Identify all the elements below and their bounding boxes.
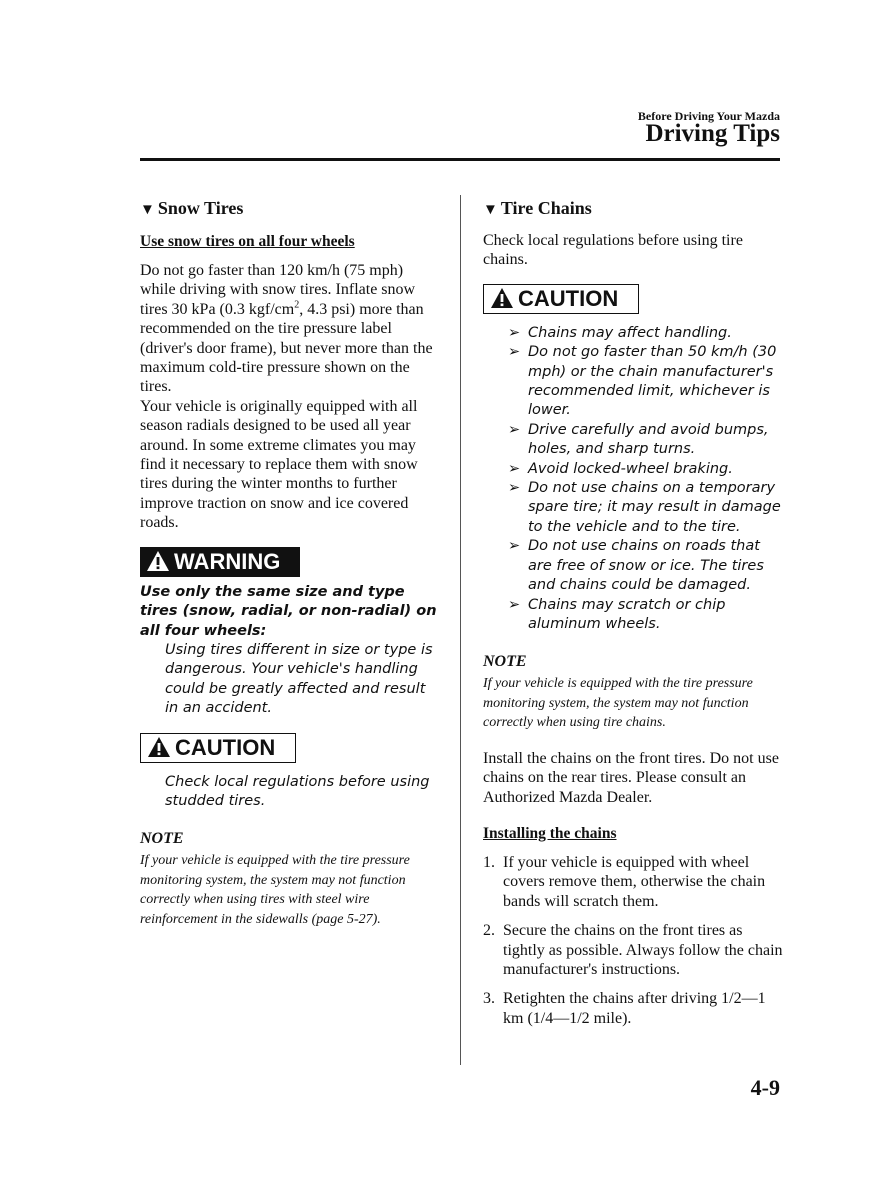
note-heading-right: NOTE [483,653,527,671]
step-text: If your vehicle is equipped with wheel covers remove them, otherwise the chain bands will scratch them. [503,854,766,910]
step-number: 2. [483,922,495,940]
header-rule [140,158,780,161]
arrow-bullet-icon: ➢ [508,460,521,477]
caution-item-text: Do not use chains on a temporary spare tire; it may result in damage to the vehicle and to the tire. [528,480,781,535]
tire-chains-intro: Check local regulations before using tire chains. [483,232,743,269]
caution-label-right: CAUTION [518,285,619,311]
page-title: Driving Tips [645,120,780,147]
installation-steps [483,853,783,1028]
caution-item-text: Drive carefully and avoid bumps, holes, and sharp turns. [528,421,769,458]
list-item [508,479,783,537]
note-body-right: If your vehicle is equipped with the tire pressure monitoring system, the system may not function correctly when using tire chains. [483,676,753,731]
list-item [508,324,783,343]
install-paragraph: Install the chains on the front tires. Do not use chains on the rear tires. Please consult an Authorized Mazda Dealer. [483,749,779,806]
warning-lead-text: Use only the same size and type tires (snow, radial, or non-radial) on all four wheels: [140,583,437,639]
down-triangle-icon: ▼ [140,202,155,218]
list-item [508,343,783,421]
installing-chains-subhead: Installing the chains [483,825,617,843]
para1-superscript: 2 [294,299,300,311]
caution-item-text: Do not go faster than 50 km/h (30 mph) or the chain manufacturer's recommended limit, whichever is lower. [528,344,777,419]
tire-chains-heading [483,195,783,223]
arrow-bullet-icon: ➢ [508,538,521,555]
left-column [140,195,440,929]
caution-body-left: Check local regulations before using studded tires. [165,773,430,809]
list-item [483,989,783,1028]
list-item [508,596,783,635]
snow-tires-heading [140,195,440,223]
arrow-bullet-icon: ➢ [508,480,521,497]
para1-part-b: , 4.3 psi) more than recommended on the tire pressure label (driver's door frame), but never more than the maximum cold-tire pressure shown on the tires. [140,300,433,396]
caution-item-text: Chains may affect handling. [528,324,732,341]
list-item [508,460,783,479]
column-divider [460,195,461,1065]
snow-tires-paragraph-1 [140,261,440,397]
list-item [483,853,783,911]
caution-banner-left [140,733,296,763]
arrow-bullet-icon: ➢ [508,324,521,341]
list-item [508,537,783,595]
exclamation-triangle-icon [147,736,171,758]
list-item [483,921,783,979]
down-triangle-icon: ▼ [483,202,498,218]
exclamation-triangle-icon [146,550,170,572]
list-item [508,421,783,460]
caution-label-left: CAUTION [175,734,276,760]
caution-item-text: Do not use chains on roads that are free of snow or ice. The tires and chains could be damaged. [528,538,764,594]
tire-chains-title: Tire Chains [500,198,592,218]
warning-label: WARNING [174,548,281,574]
header-section-label: Before Driving Your Mazda [637,109,780,123]
step-number: 1. [483,854,495,872]
caution-banner-right [483,284,639,314]
para1-part-a: Do not go faster than 120 km/h (75 mph) while driving with snow tires. Inflate snow tires 30 kPa (0.3 kgf/cm [140,262,416,318]
note-body-left: If your vehicle is equipped with the tire pressure monitoring system, the system may not function correctly when using tires with steel wire reinforcement in the sidewalls (page 5-27). [140,853,410,927]
snow-tires-title: Snow Tires [157,198,244,218]
arrow-bullet-icon: ➢ [508,344,521,361]
note-heading-left: NOTE [140,830,184,848]
step-text: Retighten the chains after driving 1/2—1 km (1/4—1/2 mile). [503,990,766,1027]
exclamation-triangle-icon [490,287,514,309]
warning-body-text: Using tires different in size or type is dangerous. Your vehicle's handling could be greatly affected and result in an accident. [165,641,433,717]
caution-list [508,324,783,635]
snow-tires-subhead: Use snow tires on all four wheels [140,233,355,250]
page-number: 4-9 [750,1075,780,1100]
step-number: 3. [483,990,495,1008]
warning-banner [140,547,300,577]
right-column [483,195,783,1038]
arrow-bullet-icon: ➢ [508,596,521,613]
snow-tires-paragraph-2: Your vehicle is originally equipped with all season radials designed to be used all year around. In some extreme climates you may find it necessary to replace them with snow tires during the winter months to further improve traction on snow and ice covered roads. [140,397,418,532]
arrow-bullet-icon: ➢ [508,421,521,438]
step-text: Secure the chains on the front tires as tightly as possible. Always follow the chain manufacturer's instructions. [503,922,783,979]
caution-item-text: Avoid locked-wheel braking. [528,460,733,477]
caution-item-text: Chains may scratch or chip aluminum wheels. [528,596,726,632]
